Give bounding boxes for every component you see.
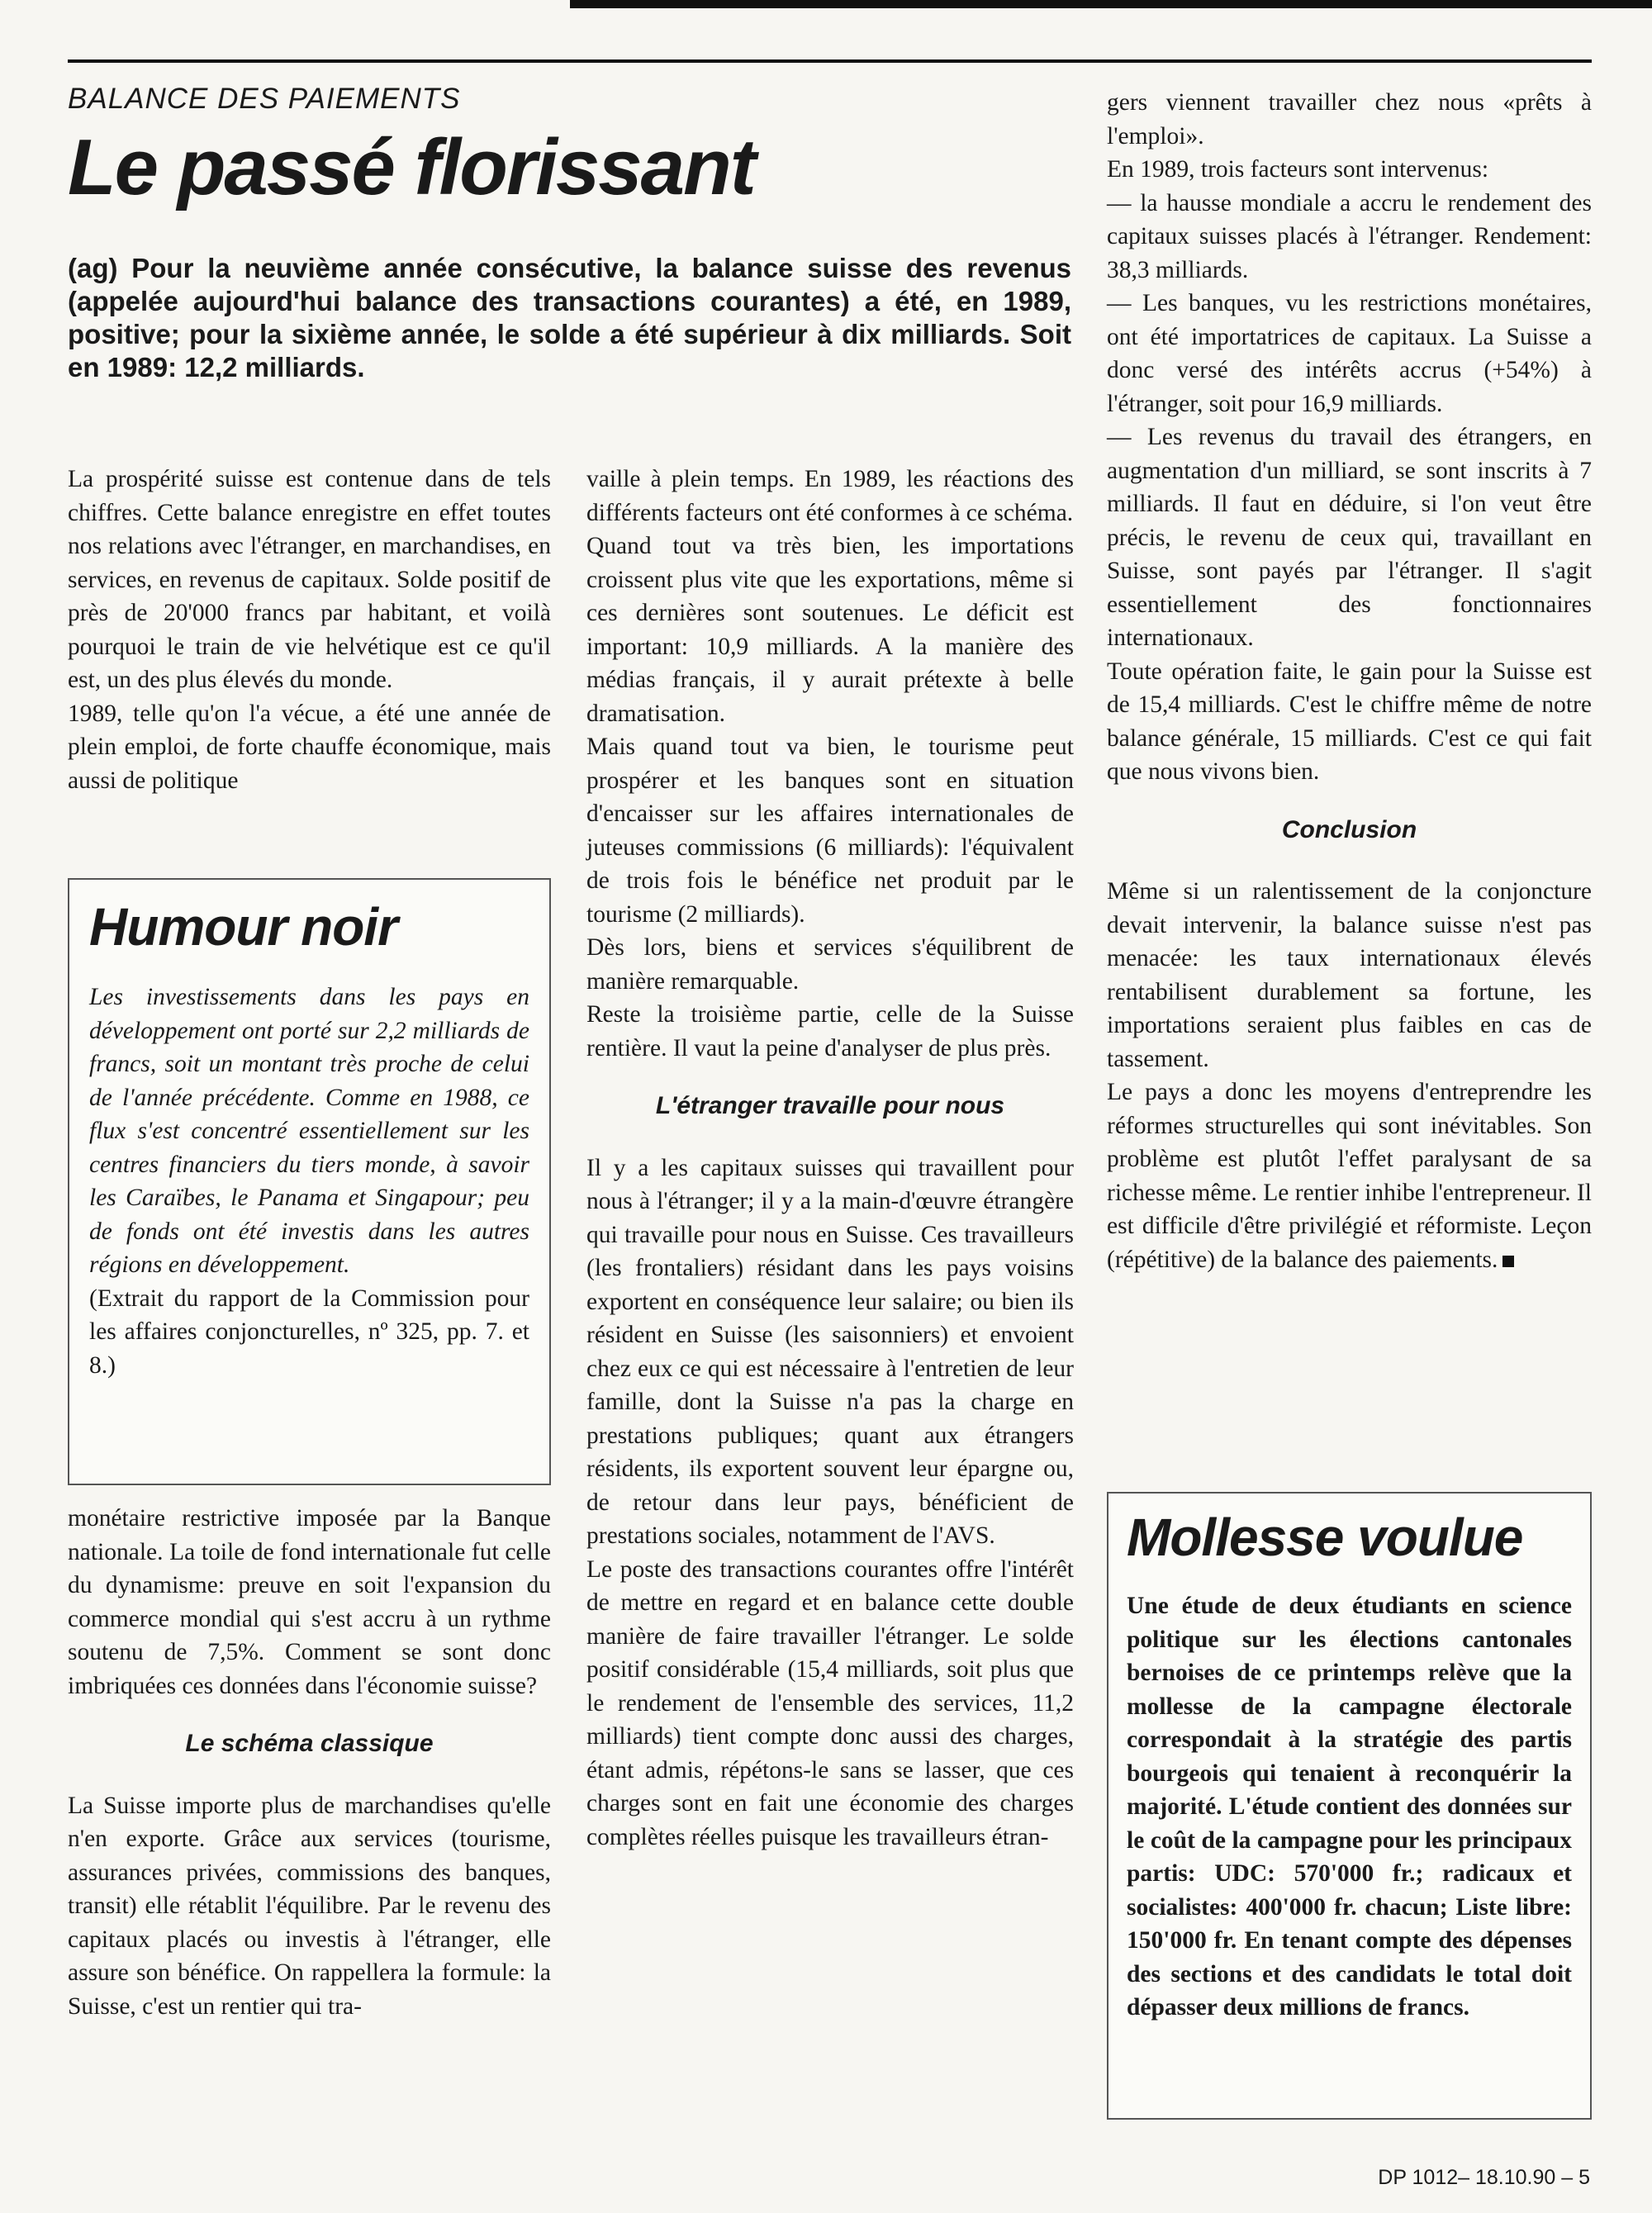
sidebar-box-humour-noir — [68, 878, 551, 1485]
col2-paragraph-7: Le poste des transactions courantes offre l'intérêt de mettre en regard et en balance cette double manière de faire travailler l'étranger. Le solde positif considérable (15,4 milliards, soit plus que le rendement de l'ensemble des services, 11,2 milliards) tient compte donc aussi des charges, étant admis, répétons-le sans se lasser, que ces charges sont en fait une économie des charges complètes réelles puisque les travailleurs étran- — [586, 1555, 1074, 1850]
col2-paragraph-4: Dès lors, biens et services s'équilibrent de manière remarquable. — [586, 934, 1074, 995]
col3-paragraph-2: En 1989, trois facteurs sont intervenus: — [1107, 156, 1489, 183]
col3-paragraph-3: — la hausse mondiale a accru le rendement des capitaux suisses placés à l'étranger. Rendement: 38,3 milliards. — [1107, 189, 1592, 283]
col1-paragraph-2: 1989, telle qu'on l'a vécue, a été une année de plein emploi, de forte chauffe économique, mais aussi de politique — [68, 700, 551, 794]
end-mark-icon — [1502, 1256, 1514, 1267]
box-body-humour-noir: Les investissements dans les pays en développement ont porté sur 2,2 milliards de francs, soit un montant très proche de celui de l'année précédente. Comme en 1988, ce flux s'est concentré essentiellement sur les centres financiers du tiers monde, à savoir les Caraïbes, le Panama et Singapour; peu de fonds ont été investis dans les autres régions en développement. — [89, 984, 529, 1278]
subhead-conclusion: Conclusion — [1281, 815, 1417, 843]
page-footer: DP 1012– 18.10.90 – 5 — [1378, 2166, 1590, 2189]
box-body-mollesse-voulue: Une étude de deux étudiants en science politique sur les élections cantonales bernoises de ce printemps relève que la mollesse de la campagne électorale correspondait à la stratégie des partis bourgeois qui tenaient à reconquérir la majorité. L'étude contient des données sur le coût de la campagne pour les principaux partis: UDC: 570'000 fr.; radicaux et socialistes: 400'000 fr. chacun; Liste libre: 150'000 fr. En tenant compte des dépenses des sections et des candidats le total doit dépasser deux millions de francs. — [1127, 1593, 1572, 2021]
box-title-humour-noir: Humour noir — [89, 897, 397, 957]
top-decorative-bar — [570, 0, 1652, 8]
col3-paragraph-4: — Les banques, vu les restrictions monétaires, ont été importatrices de capitaux. La Suisse a donc versé des intérêts accrus (+54%) à l'étranger, soit pour 16,9 milliards. — [1107, 290, 1592, 417]
page-title: Le passé florissant — [68, 123, 755, 211]
col2-paragraph-6: Il y a les capitaux suisses qui travaillent pour nous à l'étranger; il y a la main-d'œuvre étrangère qui travaille pour nous en Suisse. Ces travailleurs (les frontaliers) résidant dans les pays voisins exportent en conséquence leur salaire; ou bien ils résident en Suisse (les saisonniers) et envoient chez eux ce qui est nécessaire à l'entretien de leur famille, dont la Suisse n'a pas la charge en prestations publiques; quant aux étrangers résidents, ils exportent souvent leur épargne ou, de retour dans leur pays, bénéficient de prestations sociales, notamment de l'AVS. — [586, 1154, 1074, 1549]
col3-paragraph-1: gers viennent travailler chez nous «prêts à l'emploi». — [1107, 89, 1592, 150]
subhead-schema-classique: Le schéma classique — [185, 1730, 434, 1757]
col1-paragraph-4: La Suisse importe plus de marchandises qu'elle n'en exporte. Grâce aux services (tourisme, assurances privées, commissions des banques, transit) elle rétablit l'équilibre. Par le revenu des capitaux placés ou investis à l'étranger, elle assure son bénéfice. On rappellera la formule: la Suisse, c'est un rentier qui tra- — [68, 1792, 551, 2020]
subhead-etranger-travaille: L'étranger travaille pour nous — [655, 1092, 1005, 1119]
col2-paragraph-2: Quand tout va très bien, les importations croissent plus vite que les exportations, même si ces dernières sont soutenues. Le déficit est important: 10,9 milliards. A la manière des médias français, il y aurait prétexte à belle dramatisation. — [586, 533, 1074, 727]
col1-paragraph-1: La prospérité suisse est contenue dans de tels chiffres. Cette balance enregistre en effet toutes nos relations avec l'étranger, en marchandises, en services, en revenus de capitaux. Solde positif de près de 20'000 francs par habitant, et voilà pourquoi le train de vie helvétique est ce qu'il est, un des plus élevés du monde. — [68, 466, 551, 693]
column-3 — [1107, 86, 1592, 1276]
col3-paragraph-8-text: Le pays a donc les moyens d'entreprendre les réformes structurelles qui sont inévitables. Son problème est plutôt l'effet paralysant de sa richesse même. Le rentier inhibe l'entrepreneur. Il est difficile d'être privilégié et réformiste. Leçon (répétitive) de la balance des paiements. — [1107, 1079, 1592, 1273]
col2-paragraph-3: Mais quand tout va bien, le tourisme peut prospérer et les banques sont en situation d'encaisser sur les affaires internationales de juteuses commissions (6 milliards): l'équivalent de trois fois le bénéfice net produit par le tourisme (2 milliards). — [586, 734, 1074, 928]
col3-paragraph-5: — Les revenus du travail des étrangers, en augmentation d'un milliard, se sont inscrits à 7 milliards. Il faut en déduire, si l'on veut être précis, le revenu de ceux qui, travaillant en Suisse, sont payés par l'étranger. Il s'agit essentiellement des fonctionnaires internationaux. — [1107, 424, 1592, 651]
box-title-mollesse-voulue: Mollesse voulue — [1127, 1508, 1523, 1567]
col3-paragraph-8 — [1107, 1076, 1592, 1276]
header-rule — [68, 59, 1592, 63]
column-2 — [586, 463, 1074, 1854]
col2-paragraph-1: vaille à plein temps. En 1989, les réactions des différents facteurs ont été conformes à ce schéma. — [586, 466, 1074, 526]
box-source: (Extrait du rapport de la Commission pour les affaires conjoncturelles, nº 325, pp. 7. et 8.) — [89, 1285, 529, 1379]
col3-paragraph-6: Toute opération faite, le gain pour la Suisse est de 15,4 milliards. C'est le chiffre même de notre balance générale, 15 milliards. C'est ce qui fait que nous vivons bien. — [1107, 658, 1592, 785]
column-1-bottom — [68, 1502, 551, 2023]
sidebar-box-mollesse-voulue — [1107, 1492, 1592, 2120]
lead-paragraph: (ag) Pour la neuvième année consécutive, la balance suisse des revenus (appelée aujourd'hui balance des transactions courantes) a été, en 1989, positive; pour la sixième année, le solde a été supérieur à dix milliards. Soit en 1989: 12,2 milliards. — [68, 253, 1071, 382]
col2-paragraph-5: Reste la troisième partie, celle de la Suisse rentière. Il vaut la peine d'analyser de plus près. — [586, 1001, 1074, 1061]
col1-paragraph-3: monétaire restrictive imposée par la Banque nationale. La toile de fond internationale fut celle du dynamisme: preuve en soit l'expansion du commerce mondial qui s'est accru à un rythme soutenu de 7,5%. Comment se sont donc imbriquées ces données dans l'économie suisse? — [68, 1505, 551, 1699]
kicker: BALANCE DES PAIEMENTS — [68, 83, 461, 115]
col3-paragraph-7: Même si un ralentissement de la conjoncture devait intervenir, la balance suisse n'est pas menacée: les taux internationaux élevés rentabilisent durablement sa fortune, les importations seraient plus faibles en cas de tassement. — [1107, 878, 1592, 1072]
column-1-top — [68, 463, 551, 797]
